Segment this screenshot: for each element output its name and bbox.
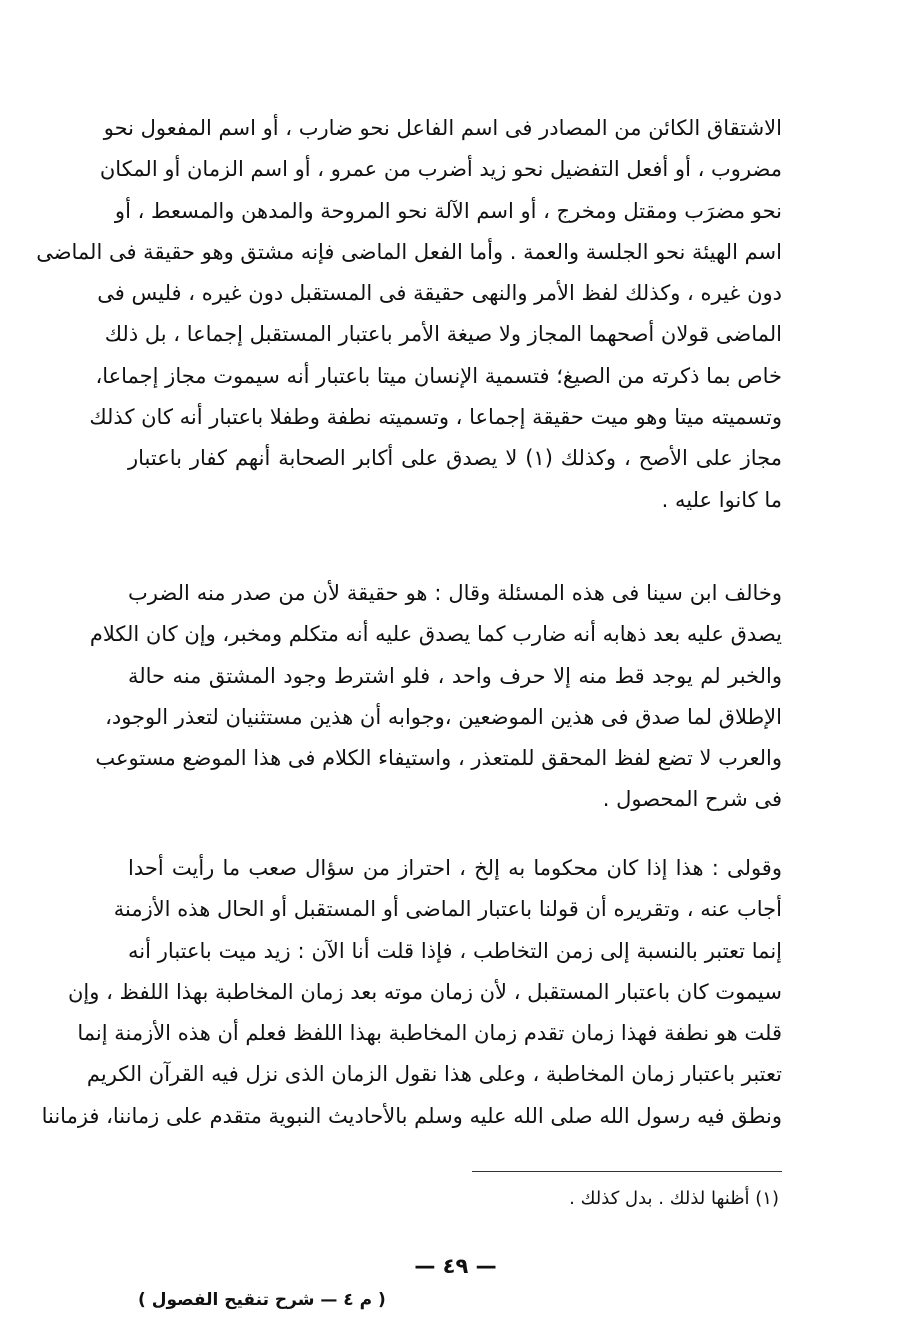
text-line: وخالف ابن سينا فى هذه المسئلة وقال : هو حقيقة لأن من صدر منه الضرب (128, 581, 782, 605)
text-line: دون غيره ، وكذلك لفظ الأمر والنهى حقيقة فى المستقبل دون غيره ، فليس فى (97, 281, 782, 306)
footnote-divider (472, 1171, 782, 1172)
text-line: سيموت كان باعتبار المستقبل ، لأن زمان موته بعد زمان المخاطبة بهذا اللفظ ، وإن (68, 979, 782, 1004)
text-line: والخبر لم يوجد قط منه إلا حرف واحد ، فلو اشترط وجود المشتق منه حالة (128, 663, 782, 688)
text-line: أجاب عنه ، وتقريره أن قولنا باعتبار الماضى أو المستقبل أو الحال هذه الأزمنة (113, 897, 782, 922)
footnote: (١) أظنها لذلك . بدل كذلك . (569, 1188, 779, 1209)
text-line: نحو مضرَب ومقتل ومخرج ، أو اسم الآلة نحو المروحة والمدهن والمسعط ، أو (114, 198, 782, 223)
text-line: ونطق فيه رسول الله صلى الله عليه وسلم بالأحاديث النبوية متقدم على زماننا، فزماننا (41, 1103, 782, 1128)
book-signature: ( م ٤ — شرح تنقيح الفصول ) (138, 1290, 386, 1310)
paragraph-1 (36, 108, 782, 521)
text-line: الاشتقاق الكائن من المصادر فى اسم الفاعل نحو ضارب ، أو اسم المفعول نحو (103, 116, 782, 140)
text-line: تعتبر باعتبار زمان المخاطبة ، وعلى هذا نقول الزمان الذى نزل فيه القرآن الكريم (86, 1062, 782, 1087)
paragraph-2 (89, 573, 782, 821)
text-line: خاص بما ذكرته من الصيغ؛ فتسمية الإنسان ميتا باعتبار أنه سيموت مجاز إجماعا، (95, 363, 782, 388)
text-line: وقولى : هذا إذا كان محكوما به إلخ ، احتراز من سؤال صعب ما رأيت أحدا (128, 856, 782, 880)
text-line: الإطلاق لما صدق فى هذين الموضعين ،وجوابه أن هذين مستثنيان لتعذر الوجود، (105, 704, 782, 729)
text-line: قلت هو نطفة فهذا زمان تقدم زمان المخاطبة بهذا اللفظ فعلم أن هذه الأزمنة إنما (77, 1021, 782, 1046)
text-line: مضروب ، أو أفعل التفضيل نحو زيد أضرب من عمرو ، أو اسم الزمان أو المكان (99, 157, 782, 182)
text-line: اسم الهيئة نحو الجلسة والعمة . وأما الفعل الماضى فإنه مشتق وهو حقيقة فى الماضى (36, 239, 782, 264)
text-line: فى شرح المحصول . (602, 787, 782, 812)
text-line: والعرب لا تضع لفظ المحقق للمتعذر ، واستيفاء الكلام فى هذا الموضع مستوعب (95, 746, 782, 771)
text-line: وتسميته ميتا وهو ميت حقيقة إجماعا ، وتسميته نطفة وطفلا باعتبار أنه كان كذلك (89, 405, 782, 430)
text-line: مجاز على الأصح ، وكذلك (١) لا يصدق على أكابر الصحابة أنهم كفار باعتبار (128, 446, 782, 471)
text-line: يصدق عليه بعد ذهابه أنه ضارب كما يصدق عليه أنه متكلم ومخبر، وإن كان الكلام (89, 622, 782, 647)
text-line: الماضى قولان أصحهما المجاز ولا صيغة الأمر باعتبار المستقبل إجماعا ، بل ذلك (104, 322, 782, 347)
paragraph-3 (41, 848, 782, 1137)
page-number: — ٤٩ — (414, 1254, 497, 1278)
text-line: إنما تعتبر بالنسبة إلى زمن التخاطب ، فإذا قلت أنا الآن : زيد ميت باعتبار أنه (128, 938, 782, 963)
text-line: ما كانوا عليه . (661, 487, 782, 512)
